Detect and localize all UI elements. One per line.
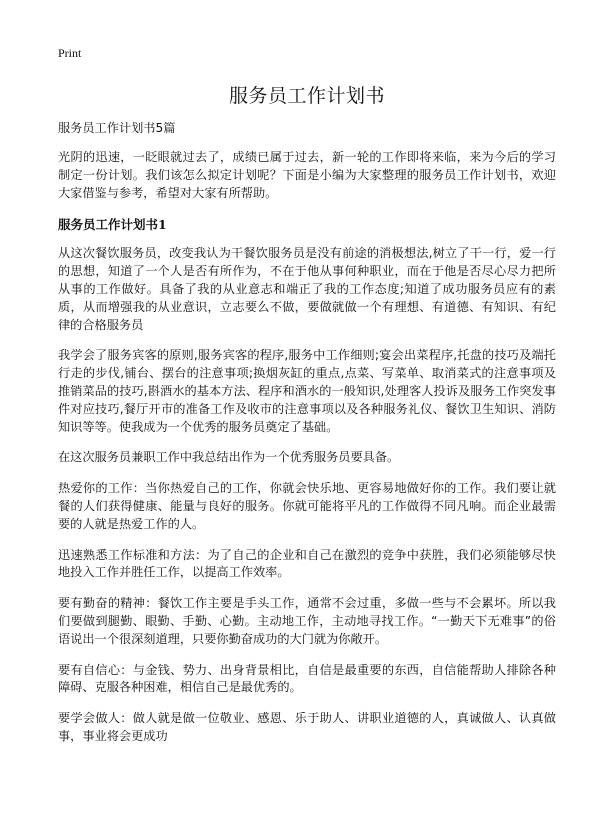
section-heading: 服务员工作计划书1	[58, 217, 167, 233]
section-body	[58, 245, 556, 745]
intro-paragraph: 光阴的迅速，一眨眼就过去了，成绩已属于过去，新一轮的工作即将来临，来为今后的学习制定一份计划。我们该怎么拟定计划呢？下面是小编为大家整理的服务员工作计划书，欢迎大家借鉴与参考，希望对大家有所帮助。	[58, 150, 556, 200]
body-paragraph: 迅速熟悉工作标准和方法：为了自己的企业和自己在激烈的竞争中获胜，我们必须能够尽快地投入工作并胜任工作，以提高工作效率。	[58, 547, 556, 580]
body-paragraph: 要有勤奋的精神：餐饮工作主要是手头工作，通常不会过重，多做一些与不会累坏。所以我们要做到腿勤、眼勤、手勤、心勤。主动地工作，主动地寻找工作。“一勤天下无难事”的俗语说出一个很深刻道理，只要你勤奋成功的大门就为你敞开。	[58, 596, 556, 646]
page-title: 服务员工作计划书	[228, 85, 385, 107]
body-paragraph: 要有自信心：与金钱、势力、出身背景相比，自信是最重要的东西，自信能帮助人排除各种障碍、克服各种困难，相信自己是最优秀的。	[58, 662, 556, 695]
body-paragraph: 我学会了服务宾客的原则,服务宾客的程序,服务中工作细则;宴会出菜程序,托盘的技巧及端托行走的步伐,铺台、摆台的注意事项;换烟灰缸的重点,点菜、写菜单、取消菜式的注意事项及推销菜品的技巧,斟酒水的基本方法、程序和酒水的一般知识,处理客人投诉及服务工作突发事件对应技巧,餐厅开市的准备工作及收市的注意事项以及各种服务礼仪、餐饮卫生知识、消防知识等等。使我成为一个优秀的服务员奠定了基础。	[58, 348, 556, 434]
body-paragraph: 热爱你的工作：当你热爱自己的工作，你就会快乐地、更容易地做好你的工作。我们要让就餐的人们获得健康、能量与良好的服务。你就可能将平凡的工作做得不同凡响。而企业最需要的人就是热爱工作的人。	[58, 481, 556, 531]
body-paragraph: 在这次服务员兼职工作中我总结出作为一个优秀服务员要具备。	[58, 450, 400, 465]
document-subtitle: 服务员工作计划书5篇	[58, 121, 176, 135]
body-paragraph: 从这次餐饮服务员，改变我认为干餐饮服务员是没有前途的消极想法,树立了干一行，爱一行的思想，知道了一个人是否有所作为，不在于他从事何种职业，而在于他是否尽心尽力把所从事的工作做好。具备了我的从业意志和端正了我的工作态度;知道了成功服务员应有的素质，从而增强我的从业意识，立志要么不做，要做就做一个有理想、有道德、有知识、有纪律的合格服务员	[58, 246, 556, 332]
body-paragraph: 要学会做人：做人就是做一位敬业、感恩、乐于助人、讲职业道德的人，真诚做人、认真做事，事业将会更成功	[58, 711, 556, 743]
print-label: Print	[58, 46, 82, 60]
